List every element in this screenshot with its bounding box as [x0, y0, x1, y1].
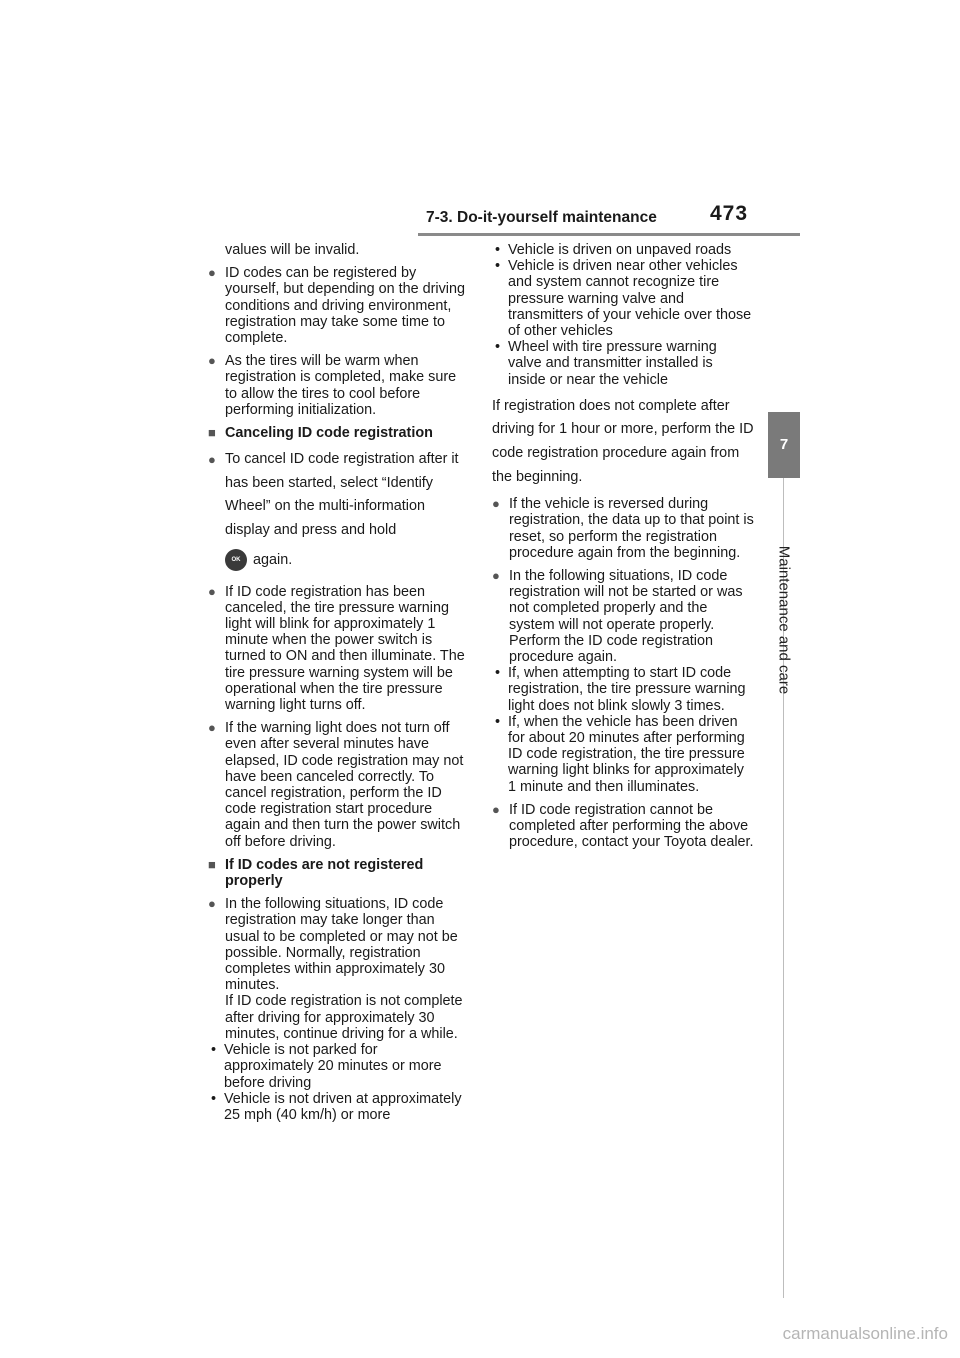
ok-line [225, 543, 470, 577]
paragraph: If registration does not complete after driving for 1 hour or more, perform the ID code registration procedure again from the beginning. [492, 397, 754, 485]
section-title: 7-3. Do-it-yourself maintenance [426, 209, 657, 226]
sub-item: • Vehicle is not parked for approximately 20 minutes or more before driving [208, 1042, 470, 1091]
subheading: ■ Canceling ID code registration [208, 425, 470, 441]
bullet-item: ● As the tires will be warm when registration is completed, make sure to allow the tires to cool before performing initialization. [208, 353, 470, 418]
sub-item: • If, when the vehicle has been driven for about 20 minutes after performing ID code registration, the tire pressure warning light blinks for approximately 1 minute and then illuminates. [492, 714, 754, 795]
bullet-item [208, 896, 470, 1042]
sub-item: • Vehicle is not driven at approximately 25 mph (40 km/h) or more [208, 1091, 470, 1123]
bullet-item: ● If ID code registration cannot be completed after performing the above procedure, contact your Toyota dealer. [492, 802, 754, 851]
chapter-tab: 7 [768, 412, 800, 478]
right-column [492, 242, 754, 857]
left-column [208, 242, 470, 1123]
header-rule [418, 233, 800, 236]
bullet-text: In the following situations, ID code registration may take longer than usual to be completed or may not be possible. Normally, registration completes within approximately 30 minutes. [225, 896, 458, 994]
chapter-label: Maintenance and care [775, 545, 793, 695]
continued-text: values will be invalid. [225, 242, 360, 258]
sub-item: • Wheel with tire pressure warning valve and transmitter installed is inside or near the vehicle [492, 339, 754, 388]
bullet-item: ● In the following situations, ID code registration will not be started or was not completed properly and the system will not operate properly. Perform the ID code registration procedure again. [492, 568, 754, 665]
bullet-text: To cancel ID code registration after it has been started, select “Identify Wheel” on the multi-information display and press and hold [225, 451, 459, 539]
bullet-text-after: again. [253, 551, 293, 568]
sub-item: • Vehicle is driven near other vehicles and system cannot recognize tire pressure warning valve and transmitters of your vehicle over those of other vehicles [492, 258, 754, 339]
sub-item: • If, when attempting to start ID code registration, the tire pressure warning light does not blink slowly 3 times. [492, 665, 754, 714]
bullet-item: ● ID codes can be registered by yourself, but depending on the driving conditions and driving environment, registration may take some time to complete. [208, 265, 470, 346]
ok-button-icon: OK [225, 549, 247, 571]
bullet-item: ● If the vehicle is reversed during registration, the data up to that point is reset, so perform the registration procedure again from the beginning. [492, 496, 754, 561]
page-number: 473 [710, 202, 749, 225]
bullet-item: ● If the warning light does not turn off even after several minutes have elapsed, ID code registration may not have been canceled correctly. To cancel registration, perform the ID code registration start procedure again and then turn the power switch off before driving. [208, 720, 470, 850]
bullet-item [208, 448, 470, 576]
subheading: ■ If ID codes are not registered properly [208, 857, 470, 889]
bullet-item: ● If ID code registration has been canceled, the tire pressure warning light will blink for approximately 1 minute when the power switch is turned to ON and then illuminate. The tire pressure warning system will be operational when the tire pressure warning light turns off. [208, 584, 470, 714]
watermark: carmanualsonline.info [782, 1324, 948, 1343]
page-header [418, 202, 800, 235]
bullet-text-extra: If ID code registration is not complete after driving for approximately 30 minutes, continue driving for a while. [225, 993, 463, 1042]
sub-item: • Vehicle is driven on unpaved roads [492, 242, 754, 258]
